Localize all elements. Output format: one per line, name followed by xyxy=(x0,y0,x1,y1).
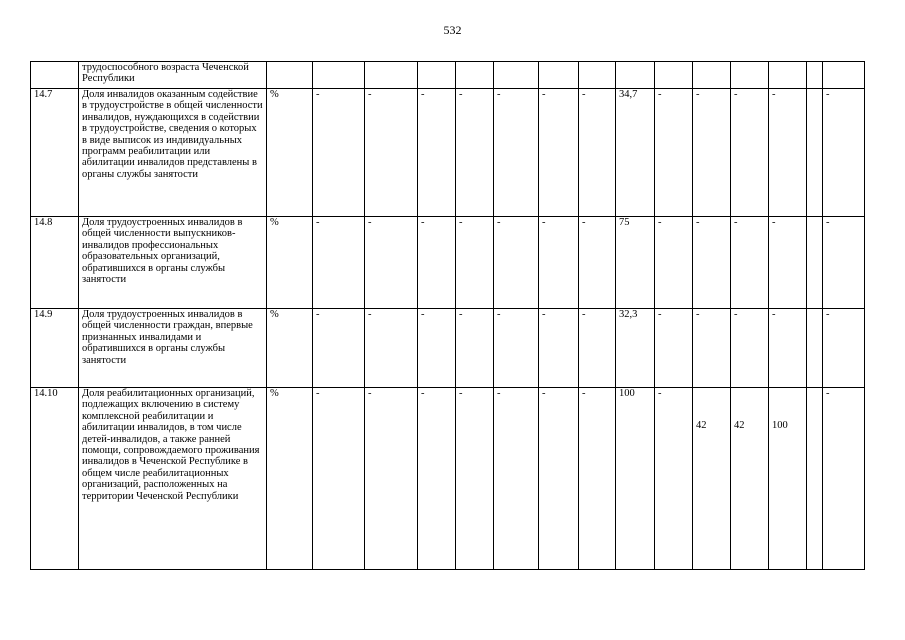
table-cell: - xyxy=(693,89,731,217)
table-cell: - xyxy=(655,309,693,388)
table-cell: - xyxy=(769,217,807,309)
table-cell: - xyxy=(823,309,865,388)
table-cell: - xyxy=(579,217,616,309)
table-cell: - xyxy=(494,217,539,309)
table-cell: - xyxy=(579,89,616,217)
cell-value: 100 xyxy=(772,420,788,431)
table-cell: - xyxy=(539,309,579,388)
table-cell xyxy=(731,62,769,89)
indicator-description: трудоспособного возраста Чеченской Республики xyxy=(79,62,267,89)
table-cell: - xyxy=(693,309,731,388)
table-cell xyxy=(807,388,823,570)
table-cell xyxy=(769,62,807,89)
table-cell: - xyxy=(539,217,579,309)
table-cell: - xyxy=(823,388,865,570)
table-cell: - xyxy=(418,89,456,217)
row-number: 14.10 xyxy=(31,388,79,570)
table-row xyxy=(31,217,865,309)
table-cell: - xyxy=(456,89,494,217)
table-cell xyxy=(313,62,365,89)
table-cell: - xyxy=(313,217,365,309)
table-cell: - xyxy=(731,217,769,309)
row-number: 14.7 xyxy=(31,89,79,217)
table-cell: - xyxy=(313,89,365,217)
table-cell xyxy=(731,388,769,570)
table-cell: - xyxy=(769,89,807,217)
table-cell xyxy=(579,62,616,89)
table-cell: - xyxy=(313,388,365,570)
table-cell: 34,7 xyxy=(616,89,655,217)
table-cell xyxy=(456,62,494,89)
table-cell xyxy=(616,62,655,89)
table-cell: - xyxy=(494,89,539,217)
cell-value: 42 xyxy=(696,420,707,431)
indicator-description: Доля реабилитационных организаций, подлежащих включению в систему комплексной реабилитации и абилитации инвалидов, в том числе детей-инвалидов, а также ранней помощи, сопровождаемого проживания инвалидов в Чеченской Республике в общем числе реабилитационных организаций, расположенных на территории Чеченской Республики xyxy=(79,388,267,570)
table-cell: - xyxy=(365,309,418,388)
table-cell: - xyxy=(456,388,494,570)
table-cell xyxy=(807,309,823,388)
table-row xyxy=(31,388,865,570)
page-number: 532 xyxy=(443,23,462,37)
table-cell: - xyxy=(579,309,616,388)
table-cell xyxy=(267,62,313,89)
table-cell: - xyxy=(418,388,456,570)
table-cell: - xyxy=(579,388,616,570)
table-cell: 32,3 xyxy=(616,309,655,388)
table-cell: - xyxy=(823,89,865,217)
table-cell: - xyxy=(456,309,494,388)
table-cell: - xyxy=(655,89,693,217)
table-cell: 75 xyxy=(616,217,655,309)
table-row xyxy=(31,309,865,388)
table-cell xyxy=(823,62,865,89)
table-cell xyxy=(807,62,823,89)
indicator-description: Доля трудоустроенных инвалидов в общей численности граждан, впервые признанных инвалидами и обратившихся в органы службы занятости xyxy=(79,309,267,388)
table-cell: - xyxy=(456,217,494,309)
table-cell xyxy=(807,89,823,217)
table-cell xyxy=(494,62,539,89)
table-cell: - xyxy=(365,388,418,570)
row-number xyxy=(31,62,79,89)
table-cell: % xyxy=(267,217,313,309)
table-cell xyxy=(693,388,731,570)
table-cell: - xyxy=(731,89,769,217)
table-cell xyxy=(418,62,456,89)
table-cell: % xyxy=(267,309,313,388)
table-cell: - xyxy=(655,217,693,309)
indicator-description: Доля трудоустроенных инвалидов в общей численности выпускников-инвалидов профессиональных образовательных организаций, обратившихся в органы службы занятости xyxy=(79,217,267,309)
table-cell: - xyxy=(365,89,418,217)
table-row xyxy=(31,89,865,217)
table-cell: - xyxy=(693,217,731,309)
table-cell xyxy=(365,62,418,89)
table-cell: - xyxy=(365,217,418,309)
table-cell xyxy=(807,217,823,309)
table-cell: - xyxy=(494,309,539,388)
table-cell: - xyxy=(769,309,807,388)
table-cell xyxy=(655,62,693,89)
table-cell: - xyxy=(418,309,456,388)
table-cell xyxy=(693,62,731,89)
table-cell xyxy=(539,62,579,89)
cell-value: 42 xyxy=(734,420,745,431)
table-cell: - xyxy=(539,388,579,570)
table-cell xyxy=(769,388,807,570)
row-number: 14.8 xyxy=(31,217,79,309)
table-cell: - xyxy=(494,388,539,570)
table-cell: - xyxy=(418,217,456,309)
table-cell: - xyxy=(655,388,693,570)
table-cell: - xyxy=(313,309,365,388)
table-cell: 100 xyxy=(616,388,655,570)
table-cell: % xyxy=(267,388,313,570)
table-cell: - xyxy=(823,217,865,309)
row-number: 14.9 xyxy=(31,309,79,388)
indicators-table xyxy=(30,61,865,570)
indicator-description: Доля инвалидов оказанным содействие в трудоустройстве в общей численности инвалидов, нуждающихся в содействии в трудоустройстве, сведения о которых в виде выписок из индивидуальных программ реабилитации или абилитации инвалидов представлены в органы службы занятости xyxy=(79,89,267,217)
table-cell: - xyxy=(731,309,769,388)
table-row xyxy=(31,62,865,89)
table-cell: % xyxy=(267,89,313,217)
table-cell: - xyxy=(539,89,579,217)
